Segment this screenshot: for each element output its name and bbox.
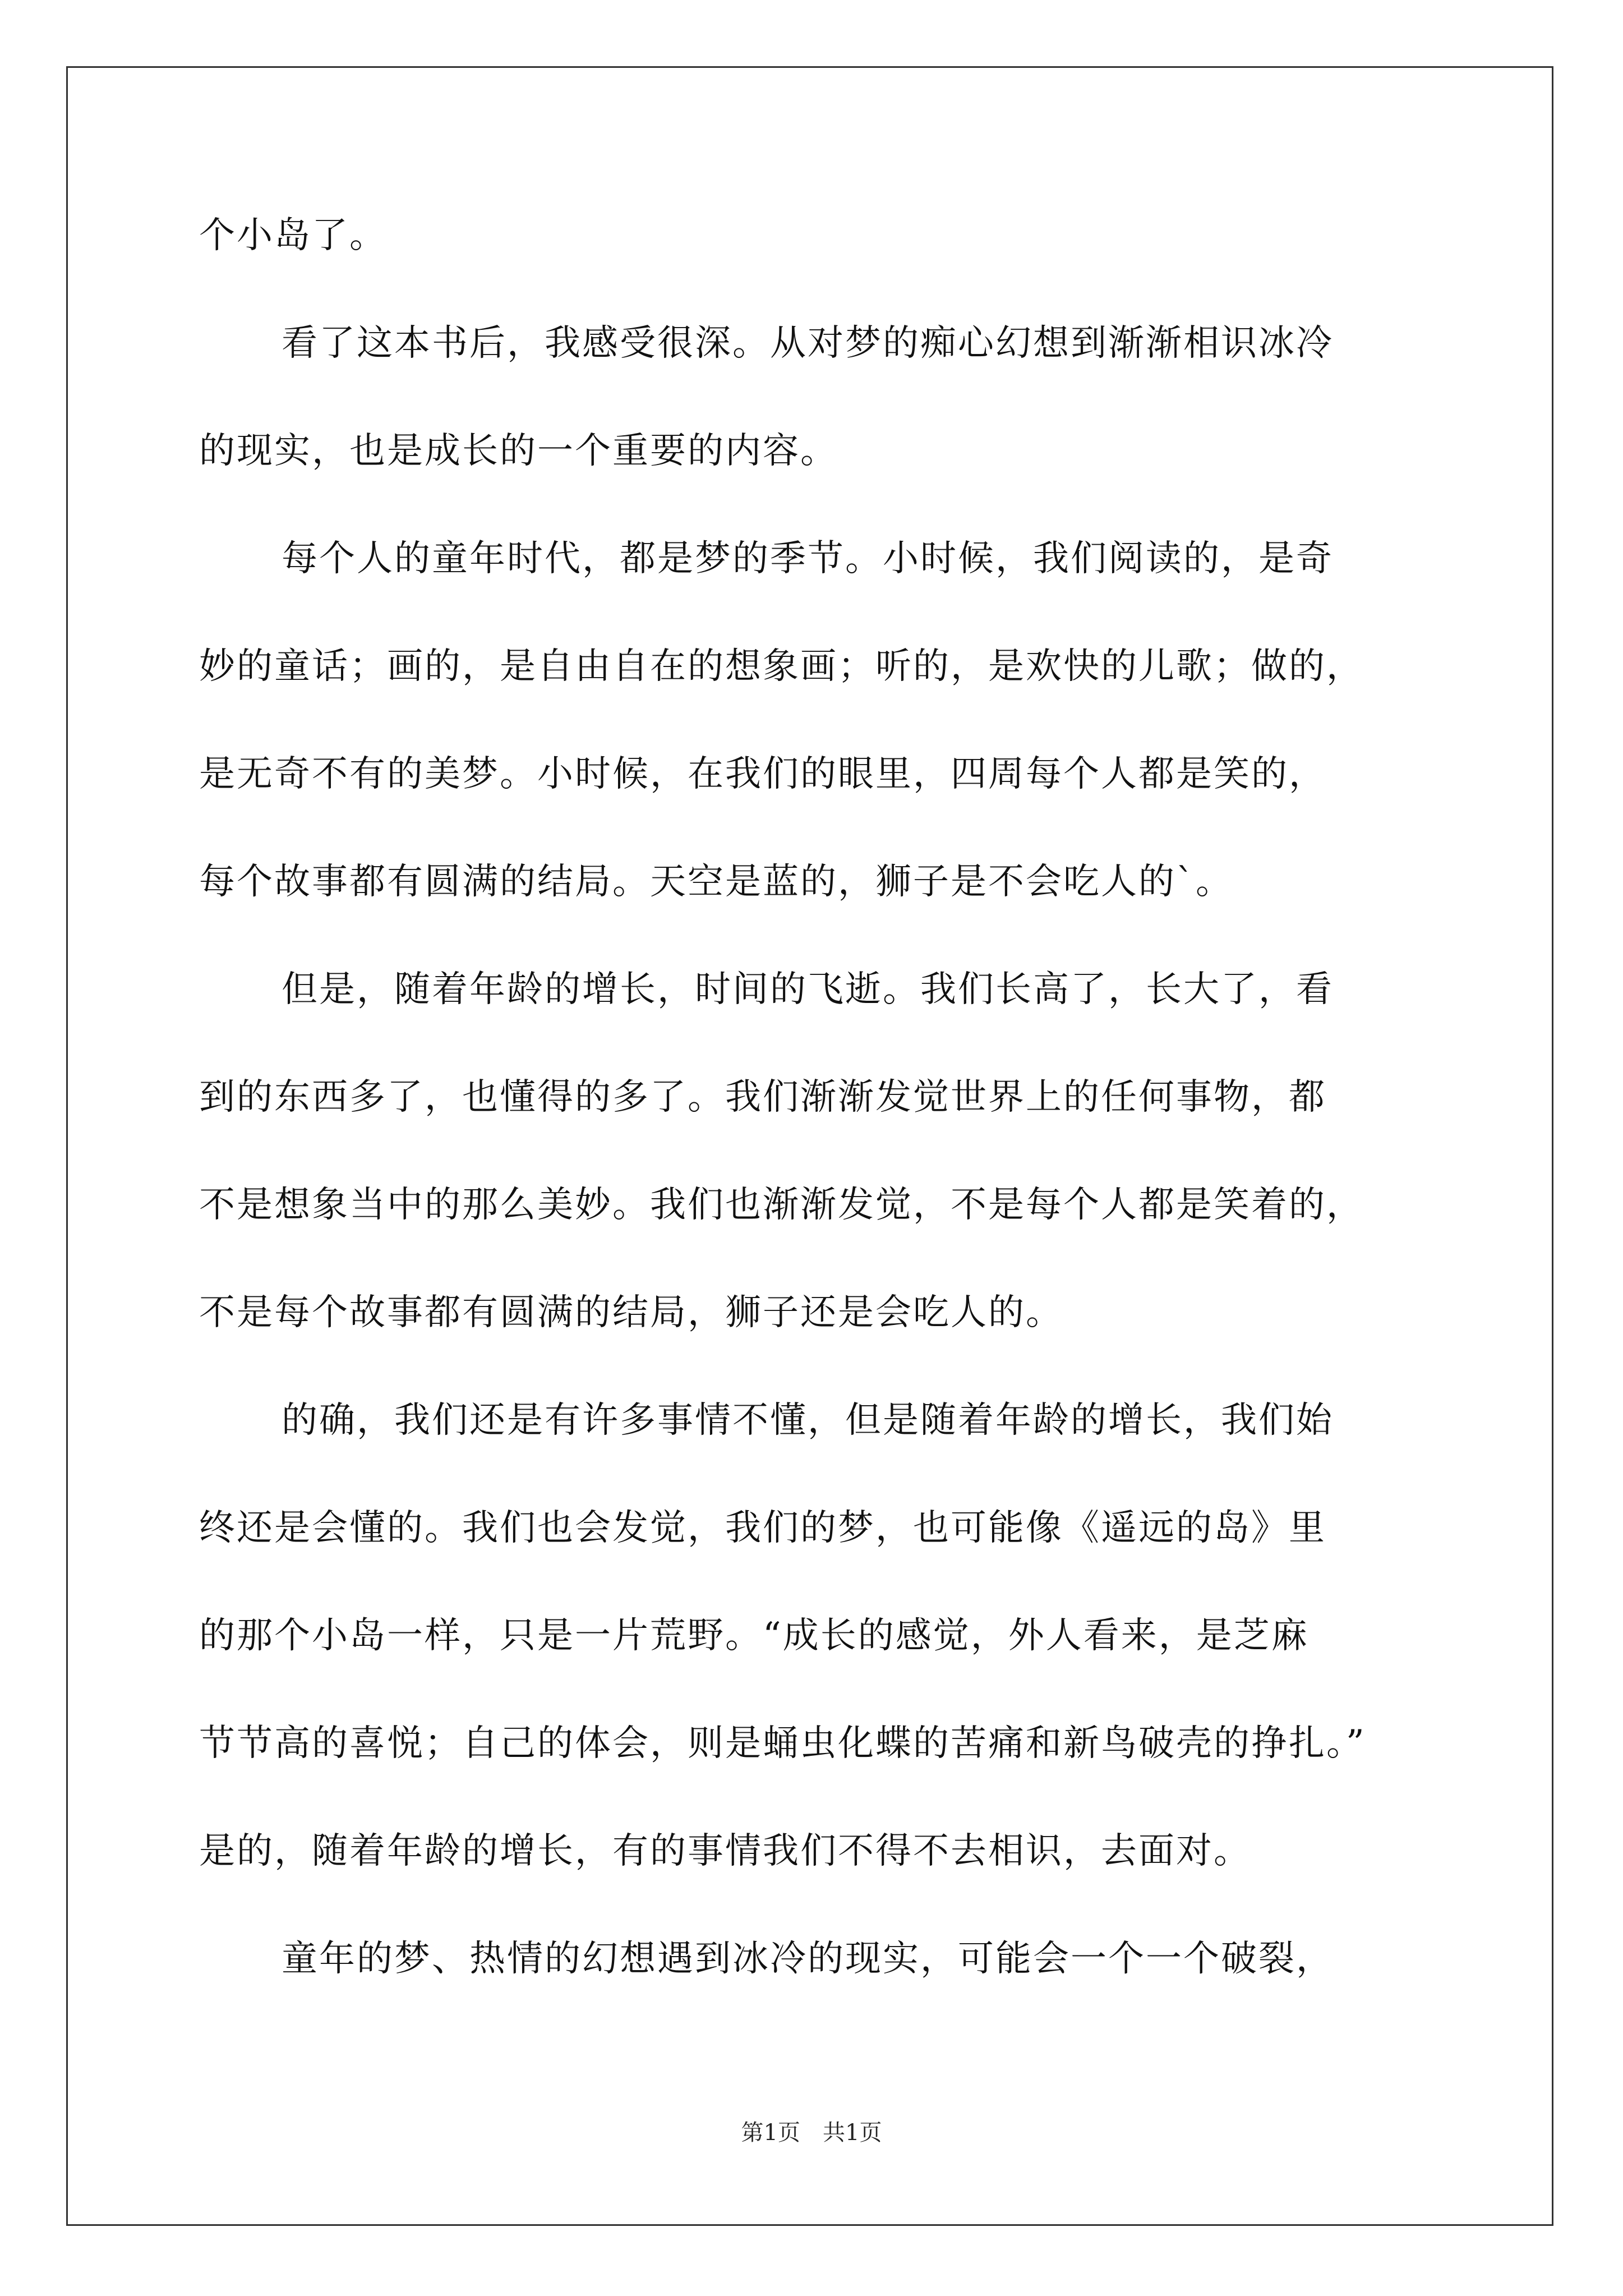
text-line-2: 看了这本书后，我感受很深。从对梦的痴心幻想到渐渐相识冰冷 <box>282 323 1334 364</box>
text-line-12: 的确，我们还是有许多事情不懂，但是随着年龄的增长，我们始 <box>282 1400 1334 1441</box>
text-line-13: 终还是会懂的。我们也会发觉，我们的梦，也可能像《遥远的岛》里 <box>199 1507 1326 1549</box>
text-line-7: 每个故事都有圆满的结局。天空是蓝的，狮子是不会吃人的`。 <box>199 861 1233 903</box>
text-line-14: 的那个小岛一样，只是一片荒野。“成长的感觉，外人看来，是芝麻 <box>199 1615 1309 1657</box>
text-line-17: 童年的梦、热情的幻想遇到冰冷的现实，可能会一个一个破裂， <box>282 1938 1334 1980</box>
text-line-3: 的现实，也是成长的一个重要的内容。 <box>199 430 838 472</box>
text-line-16: 是的，随着年龄的增长，有的事情我们不得不去相识，去面对。 <box>199 1830 1251 1872</box>
text-line-6: 是无奇不有的美梦。小时候，在我们的眼里，四周每个人都是笑的， <box>199 753 1326 795</box>
text-line-11: 不是每个故事都有圆满的结局，狮子还是会吃人的。 <box>199 1292 1063 1333</box>
page-footer: 第1页 共1页 <box>741 2120 882 2146</box>
text-line-15: 节节高的喜悦；自己的体会，则是蛹虫化蝶的苦痛和新鸟破壳的挣扎。” <box>199 1723 1366 1764</box>
text-line-1: 个小岛了。 <box>199 215 387 256</box>
text-line-9: 到的东西多了，也懂得的多了。我们渐渐发觉世界上的任何事物，都 <box>199 1076 1326 1118</box>
text-line-10: 不是想象当中的那么美妙。我们也渐渐发觉，不是每个人都是笑着的， <box>199 1184 1364 1226</box>
document-body <box>199 215 1461 2049</box>
text-line-5: 妙的童话；画的，是自由自在的想象画；听的，是欢快的儿歌；做的， <box>199 646 1364 687</box>
text-line-8: 但是，随着年龄的增长，时间的飞逝。我们长高了，长大了，看 <box>282 969 1334 1010</box>
text-line-4: 每个人的童年时代，都是梦的季节。小时候，我们阅读的，是奇 <box>282 538 1334 579</box>
